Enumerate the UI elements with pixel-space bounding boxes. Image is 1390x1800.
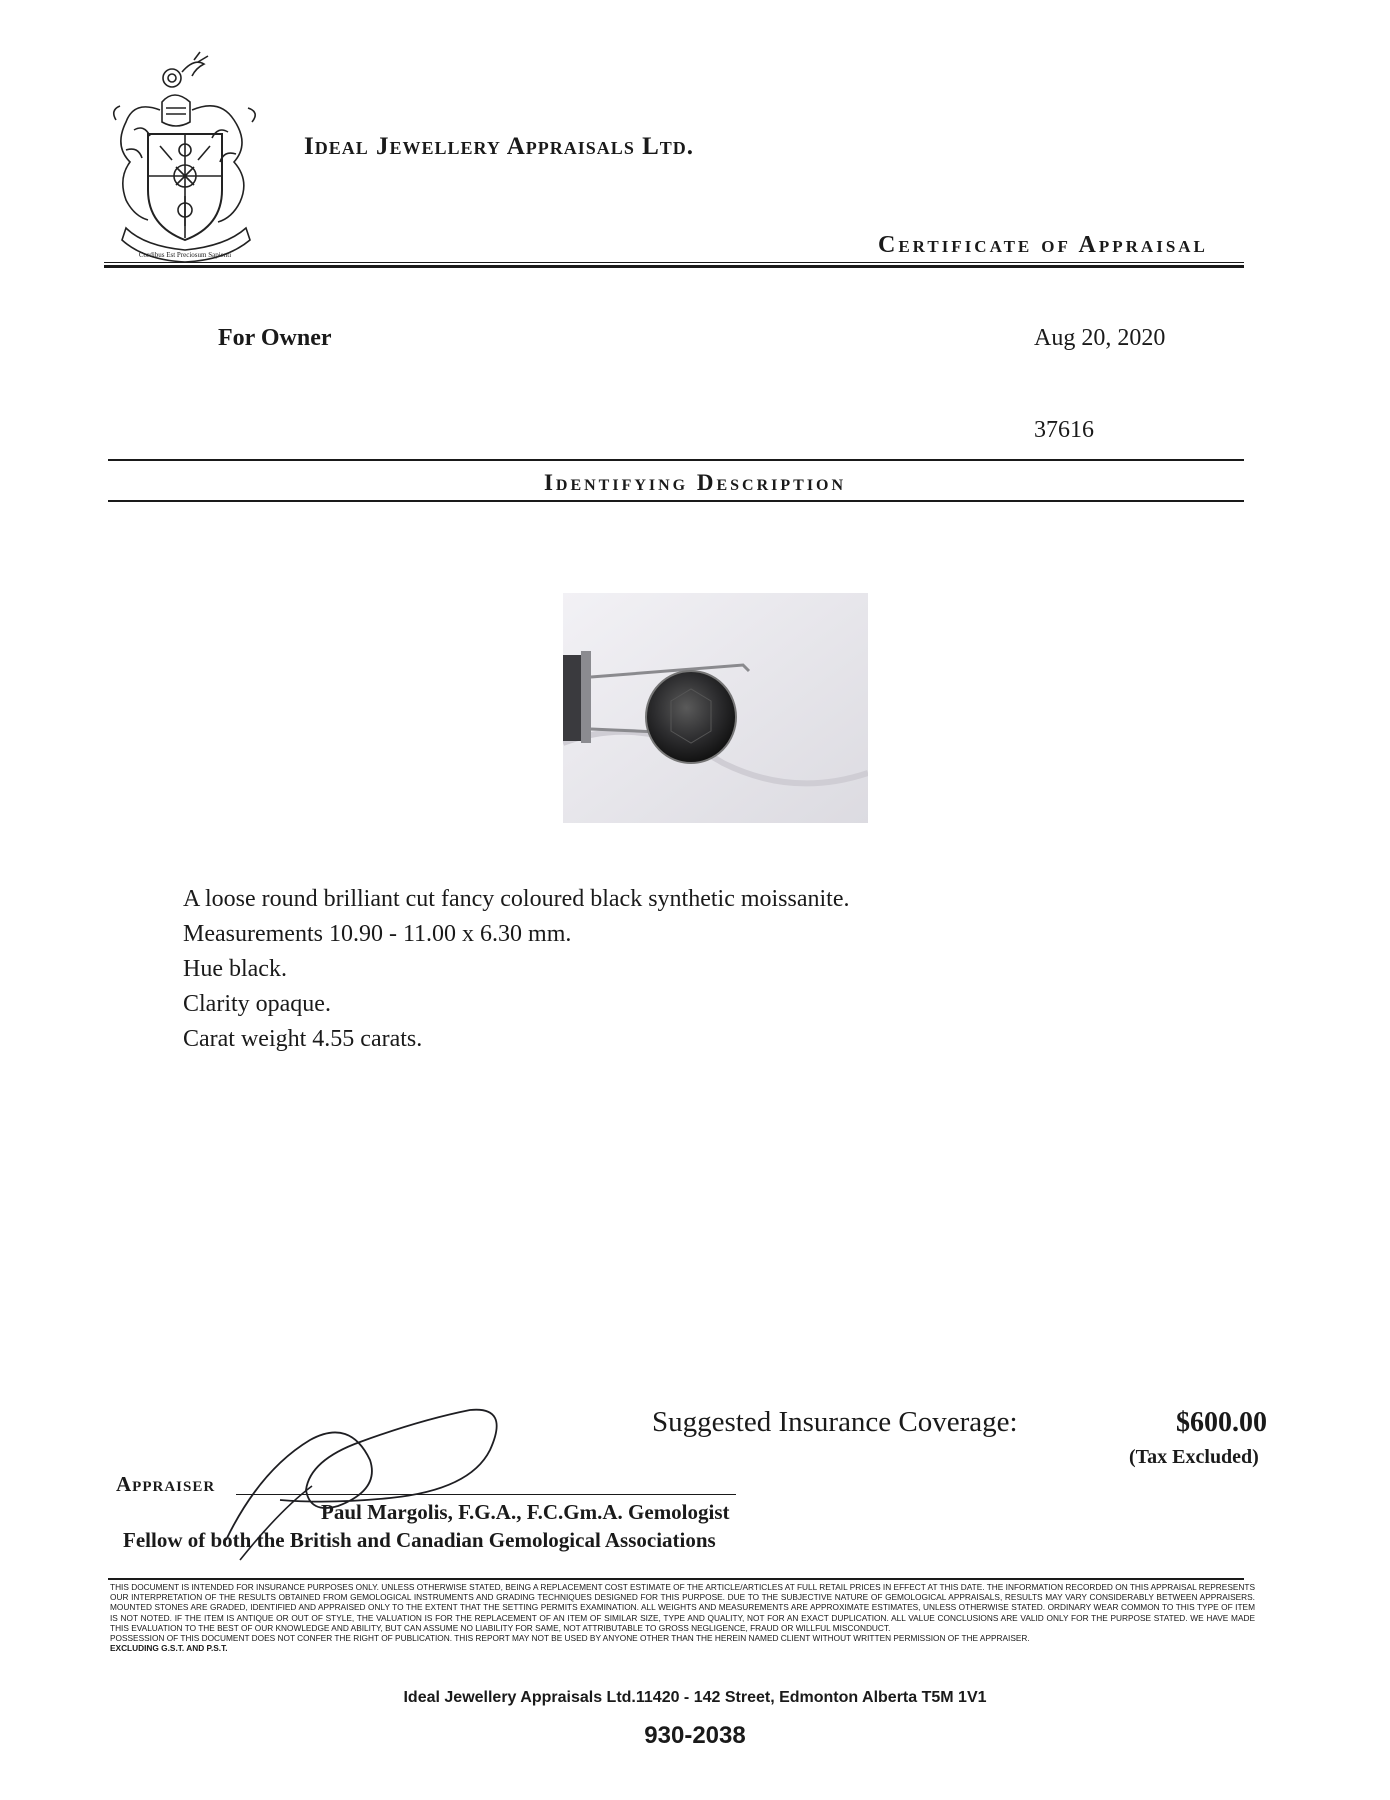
appraiser-label: Appraiser (116, 1472, 216, 1496)
insurance-tax-note: (Tax Excluded) (1129, 1446, 1259, 1468)
section-rule-bottom (108, 500, 1244, 502)
description-line: Measurements 10.90 - 11.00 x 6.30 mm. (183, 921, 572, 947)
svg-text:Cordibus Est Preciosum Sapient: Cordibus Est Preciosum Sapienti (138, 251, 232, 259)
appraiser-name: Paul Margolis, F.G.A., F.C.Gm.A. Gemologist (321, 1500, 730, 1524)
header-rule-thin (104, 262, 1244, 263)
description-line: Clarity opaque. (183, 991, 331, 1017)
header-rule-thick (104, 265, 1244, 268)
description-line: Carat weight 4.55 carats. (183, 1026, 423, 1052)
appraisal-date: Aug 20, 2020 (1034, 325, 1166, 351)
section-title: Identifying Description (543, 470, 847, 495)
disclaimer-text (110, 1582, 1255, 1653)
section-rule-top (108, 459, 1244, 461)
gemstone-description (183, 882, 850, 1057)
company-name: Ideal Jewellery Appraisals Ltd. (304, 133, 695, 160)
appraiser-fellowship: Fellow of both the British and Canadian Gemological Associations (123, 1528, 716, 1552)
disclaimer-rule-top (108, 1578, 1244, 1580)
insurance-coverage-label: Suggested Insurance Coverage: (652, 1406, 1018, 1438)
description-line: A loose round brilliant cut fancy coloured black synthetic moissanite. (183, 886, 850, 912)
owner-label: For Owner (218, 325, 332, 351)
reference-number: 37616 (1034, 417, 1094, 443)
document-title: Certificate of Appraisal (878, 232, 1208, 258)
footer-phone: 930-2038 (644, 1722, 746, 1749)
disclaimer-tax-note: EXCLUDING G.S.T. AND P.S.T. (110, 1643, 228, 1654)
disclaimer-paragraph: POSSESSION OF THIS DOCUMENT DOES NOT CONFER THE RIGHT OF PUBLICATION. THIS REPORT MAY NOT BE USED BY ANYONE OTHER THAN THE HEREIN NAMED CLIENT WITHOUT WRITTEN PERMISSION OF THE APPRAISER. (110, 1633, 1030, 1644)
gemstone-photo (563, 593, 868, 823)
footer-address: Ideal Jewellery Appraisals Ltd.11420 - 142 Street, Edmonton Alberta T5M 1V1 (403, 1689, 987, 1706)
company-crest-logo (104, 50, 269, 265)
insurance-amount: $600.00 (1176, 1407, 1267, 1438)
description-line: Hue black. (183, 956, 287, 982)
disclaimer-paragraph: THIS DOCUMENT IS INTENDED FOR INSURANCE PURPOSES ONLY. UNLESS OTHERWISE STATED, BEING A REPLACEMENT COST ESTIMATE OF THE ARTICLE/ARTICLES AT FULL RETAIL PRICES IN EFFECT AT THIS DATE. THE INFORMATION RECORDED ON THIS APPRAISAL REPRESENTS OUR INTERPRETATION OF THE RESULTS OBTAINED FROM GEMOLOGICAL INSTRUMENTS AND GRADING TECHNIQUES DESIGNED FOR THIS PURPOSE. DUE TO THE SUBJECTIVE NATURE OF GEMOLOGICAL APPRAISALS, RESULTS MAY VARY CONSIDERABLY BETWEEN APPRAISERS. MOUNTED STONES ARE GRADED, IDENTIFIED AND APPRAISED ONLY TO THE EXTENT THAT THE SETTING PERMITS EXAMINATION. ALL WEIGHTS AND MEASUREMENTS ARE APPROXIMATE ESTIMATES, UNLESS OTHERWISE STATED. ORDINARY WEAR COMMON TO THIS TYPE OF ITEM IS NOT NOTED. IF THE ITEM IS ANTIQUE OR OUT OF STYLE, THE VALUATION IS FOR THE REPLACEMENT OF AN ITEM OF SIMILAR SIZE, TYPE AND QUALITY, NOT FOR AN EXACT DUPLICATION. ALL VALUE CONCLUSIONS ARE VALID ONLY FOR THE PURPOSE STATED. WE HAVE MADE THIS EVALUATION TO THE BEST OF OUR KNOWLEDGE AND ABILITY, BUT CAN ASSUME NO LIABILITY FOR SAME, NOT ATTRIBUTABLE TO GROSS NEGLIGENCE, FRAUD OR WILLFUL MISCONDUCT. (110, 1582, 1255, 1633)
appraiser-signature (220, 1390, 510, 1570)
